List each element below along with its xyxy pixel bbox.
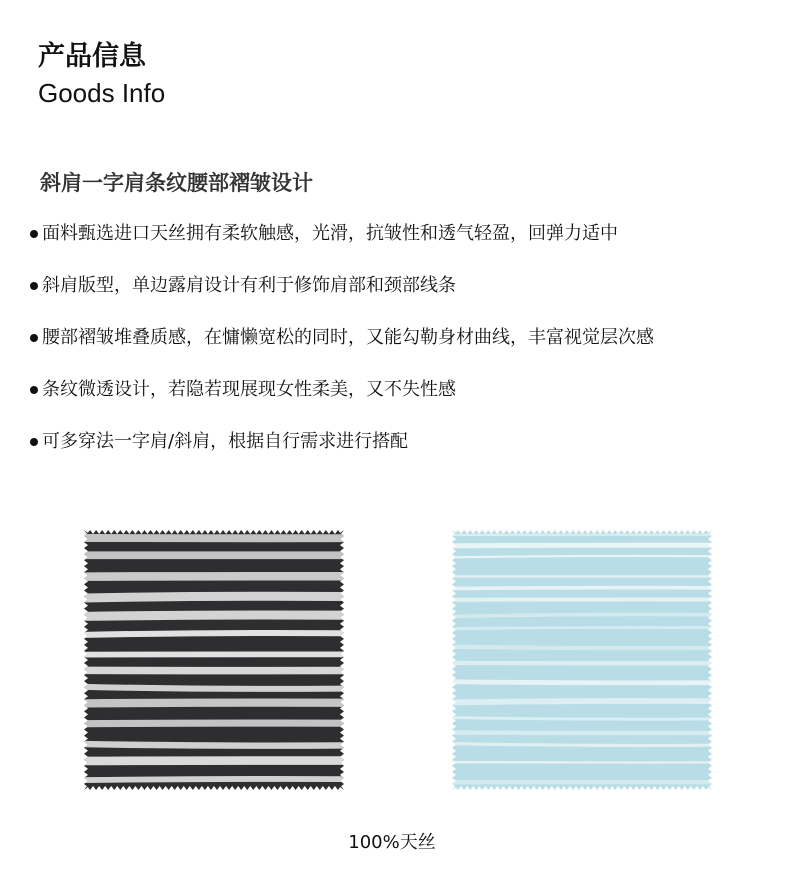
swatch-stripe bbox=[82, 610, 346, 620]
swatch-stripe bbox=[82, 551, 346, 559]
feature-text: 腰部褶皱堆叠质感，在慵懒宽松的同时，又能勾勒身材曲线，丰富视觉层次感 bbox=[42, 327, 654, 348]
swatch-stripe bbox=[450, 534, 714, 536]
swatch-stripe bbox=[450, 543, 714, 549]
feature-text: 可多穿法一字肩/斜肩，根据自行需求进行搭配 bbox=[42, 431, 409, 452]
bullet-dot-icon bbox=[30, 386, 38, 394]
swatch-stripe bbox=[82, 791, 346, 792]
swatch-stripe bbox=[450, 661, 714, 666]
fabric-swatch-black-white bbox=[82, 528, 346, 792]
bullet-dot-icon bbox=[30, 334, 38, 342]
swatch-stripe bbox=[82, 756, 346, 765]
fabric-swatch-image bbox=[450, 528, 714, 792]
swatch-stripe bbox=[82, 572, 346, 581]
feature-list bbox=[28, 218, 654, 478]
bullet-dot-icon bbox=[30, 230, 38, 238]
fabric-swatch-image bbox=[82, 528, 346, 792]
feature-text: 斜肩版型，单边露肩设计有利于修饰肩部和颈部线条 bbox=[42, 275, 456, 296]
swatch-stripe bbox=[450, 575, 714, 578]
fabric-caption: 100%天丝 bbox=[348, 832, 436, 853]
swatch-stripe bbox=[82, 652, 346, 658]
feature-item bbox=[28, 322, 654, 374]
swatch-stripe bbox=[82, 534, 346, 542]
swatch-stripe bbox=[82, 699, 346, 708]
swatch-stripe bbox=[450, 597, 714, 601]
feature-text: 面料甄选进口天丝拥有柔软触感，光滑，抗皱性和透气轻盈，回弹力适中 bbox=[42, 223, 618, 244]
swatch-stripe bbox=[450, 730, 714, 735]
feature-item bbox=[28, 270, 654, 322]
feature-item bbox=[28, 218, 654, 270]
swatch-base bbox=[450, 528, 714, 792]
swatch-stripe bbox=[450, 780, 714, 785]
swatch-stripe bbox=[82, 720, 346, 728]
bullet-dot-icon bbox=[30, 438, 38, 446]
page-title-cn: 产品信息 bbox=[38, 41, 146, 72]
fabric-swatch-light-blue bbox=[450, 528, 714, 792]
feature-text: 条纹微透设计，若隐若现展现女性柔美，又不失性感 bbox=[42, 379, 456, 400]
feature-title: 斜肩一字肩条纹腰部褶皱设计 bbox=[40, 171, 313, 195]
feature-item bbox=[28, 374, 654, 426]
swatch-base bbox=[82, 528, 346, 792]
swatch-stripe bbox=[82, 667, 346, 675]
feature-item bbox=[28, 426, 654, 478]
bullet-dot-icon bbox=[30, 282, 38, 290]
page-title-en: Goods Info bbox=[38, 78, 166, 108]
